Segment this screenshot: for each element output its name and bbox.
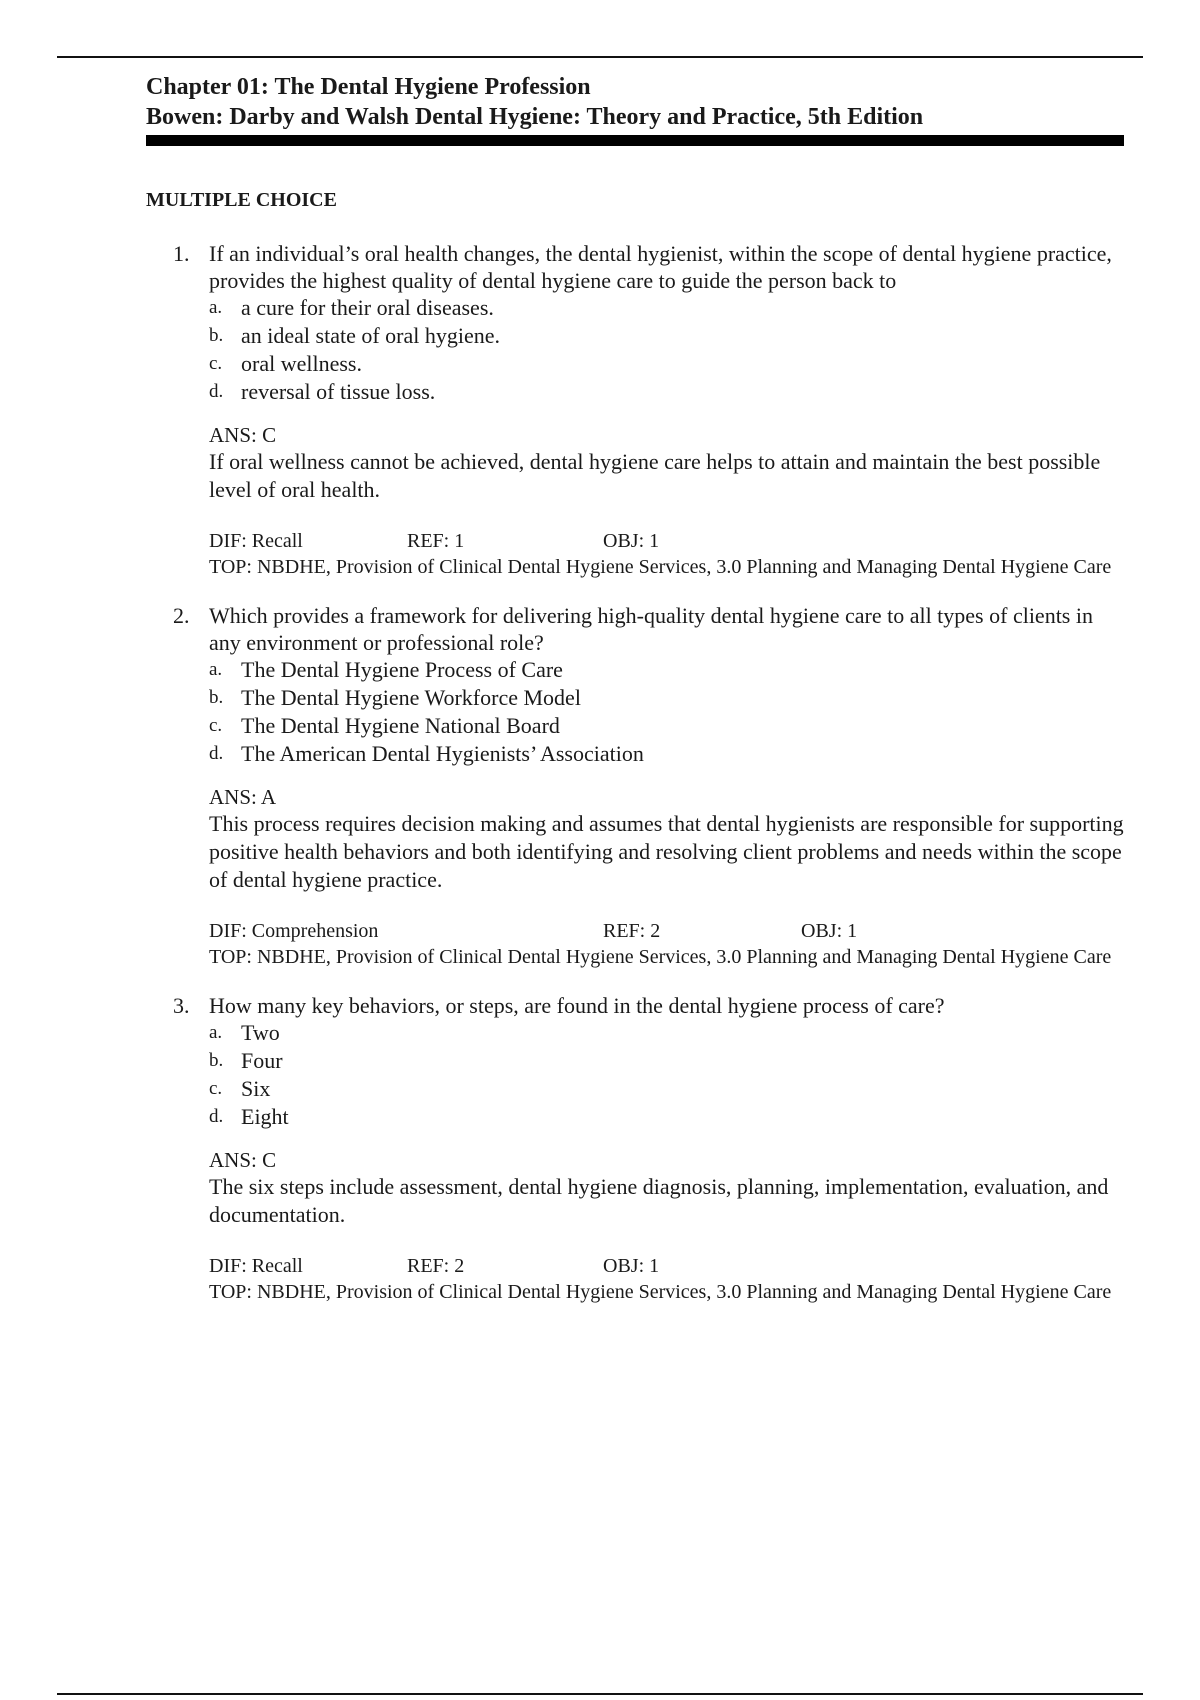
- topic: TOP: NBDHE, Provision of Clinical Dental Hygiene Services, 3.0 Planning and Managing Dental Hygiene Care: [209, 1281, 1112, 1303]
- option-letter: d.: [209, 1106, 224, 1127]
- option-text: oral wellness.: [241, 351, 362, 376]
- option-text: Four: [241, 1048, 283, 1073]
- option-letter: a.: [209, 1022, 223, 1043]
- reference: REF: 2: [407, 1255, 465, 1277]
- rationale: If oral wellness cannot be achieved, dental hygiene care helps to attain and maintain the best possible level of oral health.: [209, 449, 1101, 502]
- header-divider: [146, 135, 1124, 146]
- metadata: [209, 1253, 1126, 1305]
- option-letter: d.: [209, 381, 224, 402]
- metadata: [209, 918, 1126, 970]
- chapter-title: Chapter 01: The Dental Hygiene Profession: [146, 74, 591, 100]
- option-c: [209, 712, 1126, 740]
- option-b: [209, 684, 1126, 712]
- option-d: [209, 740, 1126, 768]
- option-text: a cure for their oral diseases.: [241, 295, 494, 320]
- question-3: [173, 992, 1126, 1305]
- question-stem: Which provides a framework for delivering high-quality dental hygiene care to all types of clients in any environment or professional role?: [209, 603, 1093, 655]
- difficulty: DIF: Recall: [209, 1255, 303, 1277]
- option-b: [209, 322, 1126, 350]
- option-text: The American Dental Hygienists’ Association: [241, 741, 644, 766]
- question-stem: If an individual’s oral health changes, the dental hygienist, within the scope of dental hygiene practice, provides the highest quality of dental hygiene care to guide the person back to: [209, 241, 1112, 293]
- option-letter: b.: [209, 1050, 224, 1071]
- option-text: Two: [241, 1020, 280, 1045]
- question-number: 1.: [173, 241, 190, 266]
- topic: TOP: NBDHE, Provision of Clinical Dental Hygiene Services, 3.0 Planning and Managing Dental Hygiene Care: [209, 556, 1112, 578]
- option-text: Eight: [241, 1104, 289, 1129]
- option-letter: a.: [209, 659, 223, 680]
- option-letter: a.: [209, 297, 223, 318]
- question-2: [173, 602, 1126, 970]
- reference: REF: 1: [407, 530, 465, 552]
- option-letter: d.: [209, 743, 224, 764]
- objective: OBJ: 1: [801, 920, 858, 942]
- topic: TOP: NBDHE, Provision of Clinical Dental Hygiene Services, 3.0 Planning and Managing Dental Hygiene Care: [209, 946, 1112, 968]
- question-number: 3.: [173, 993, 190, 1018]
- question-1: [173, 240, 1126, 580]
- option-letter: b.: [209, 687, 224, 708]
- question-stem: How many key behaviors, or steps, are found in the dental hygiene process of care?: [209, 993, 945, 1018]
- rationale: This process requires decision making and assumes that dental hygienists are responsible for supporting positive health behaviors and both identifying and resolving client problems and needs within the scope of dental hygiene practice.: [209, 811, 1124, 892]
- option-a: [209, 1019, 1126, 1047]
- option-c: [209, 350, 1126, 378]
- answer-key: ANS: C: [209, 423, 277, 447]
- question-number: 2.: [173, 603, 190, 628]
- answer-key: ANS: A: [209, 785, 277, 809]
- top-rule: [57, 56, 1143, 58]
- option-text: The Dental Hygiene Process of Care: [241, 657, 563, 682]
- meta-row: [209, 918, 1126, 944]
- meta-row: [209, 528, 1126, 554]
- option-letter: c.: [209, 353, 223, 374]
- difficulty: DIF: Comprehension: [209, 920, 379, 942]
- objective: OBJ: 1: [603, 1255, 660, 1277]
- reference: REF: 2: [603, 920, 661, 942]
- answer-options: [209, 294, 1126, 406]
- answer-key: ANS: C: [209, 1148, 277, 1172]
- option-a: [209, 294, 1126, 322]
- option-letter: c.: [209, 715, 223, 736]
- option-text: The Dental Hygiene Workforce Model: [241, 685, 581, 710]
- answer-options: [209, 1019, 1126, 1131]
- option-text: The Dental Hygiene National Board: [241, 713, 560, 738]
- option-d: [209, 378, 1126, 406]
- section-title: MULTIPLE CHOICE: [146, 189, 337, 211]
- bottom-rule: [57, 1693, 1143, 1695]
- option-text: reversal of tissue loss.: [241, 379, 436, 404]
- option-c: [209, 1075, 1126, 1103]
- option-letter: b.: [209, 325, 224, 346]
- rationale: The six steps include assessment, dental hygiene diagnosis, planning, implementation, evaluation, and documentation.: [209, 1174, 1109, 1227]
- option-d: [209, 1103, 1126, 1131]
- option-b: [209, 1047, 1126, 1075]
- objective: OBJ: 1: [603, 530, 660, 552]
- answer-options: [209, 656, 1126, 768]
- option-letter: c.: [209, 1078, 223, 1099]
- difficulty: DIF: Recall: [209, 530, 303, 552]
- option-text: an ideal state of oral hygiene.: [241, 323, 501, 348]
- document-page: [146, 72, 1126, 1305]
- option-a: [209, 656, 1126, 684]
- meta-row: [209, 1253, 1126, 1279]
- metadata: [209, 528, 1126, 580]
- book-title: Bowen: Darby and Walsh Dental Hygiene: Theory and Practice, 5th Edition: [146, 104, 924, 130]
- option-text: Six: [241, 1076, 271, 1101]
